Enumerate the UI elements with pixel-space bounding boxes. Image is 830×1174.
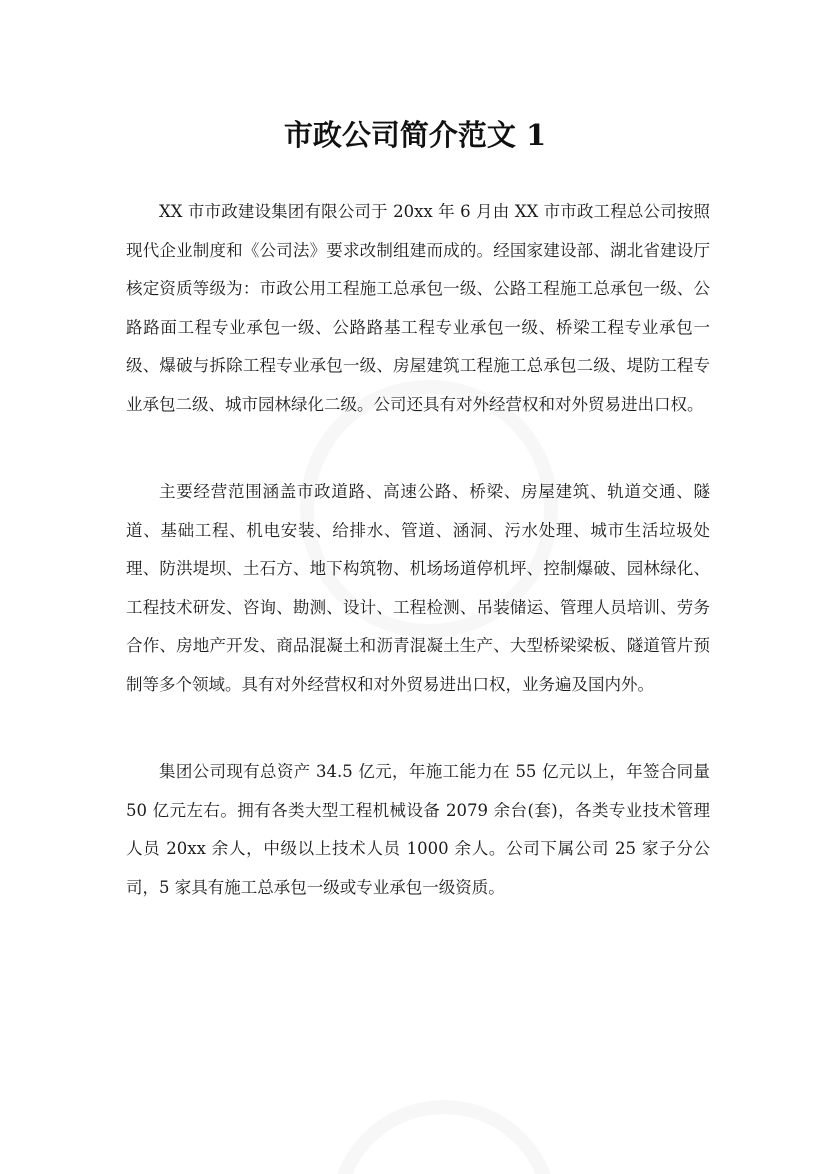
paragraph-assets: 集团公司现有总资产 34.5 亿元，年施工能力在 55 亿元以上，年签合同量 50 亿元左右。拥有各类大型工程机械设备 2079 余台(套)，各类专业技术管理人员 20xx 余人，中级以上技术人员 1000 余人。公司下属公司 25 家子分公司，5 家具有施工总承包一级或专业承包一级资质。: [126, 762, 710, 897]
watermark-ring: [330, 1100, 558, 1174]
paragraph-business-scope: 主要经营范围涵盖市政道路、高速公路、桥梁、房屋建筑、轨道交通、隧道、基础工程、机电安装、给排水、管道、涵洞、污水处理、城市生活垃圾处理、防洪堤坝、土石方、地下构筑物、机场场道停机坪、控制爆破、园林绿化、工程技术研发、咨询、勘测、设计、工程检测、吊装储运、管理人员培训、劳务合作、房地产开发、商品混凝土和沥青混凝土生产、大型桥梁梁板、隧道管片预制等多个领域。具有对外经营权和对外贸易进出口权，业务遍及国内外。: [126, 482, 710, 694]
page-title: 市政公司简介范文 1: [283, 118, 547, 152]
paragraph-company-overview: XX 市市政建设集团有限公司于 20xx 年 6 月由 XX 市市政工程总公司按照现代企业制度和《公司法》要求改制组建而成的。经国家建设部、湖北省建设厅核定资质等级为：市政公用工程施工总承包一级、公路工程施工总承包一级、公路路面工程专业承包一级、公路路基工程专业承包一级、桥梁工程专业承包一级、爆破与拆除工程专业承包一级、房屋建筑工程施工总承包二级、堤防工程专业承包二级、城市园林绿化二级。公司还具有对外经营权和对外贸易进出口权。: [126, 202, 710, 414]
